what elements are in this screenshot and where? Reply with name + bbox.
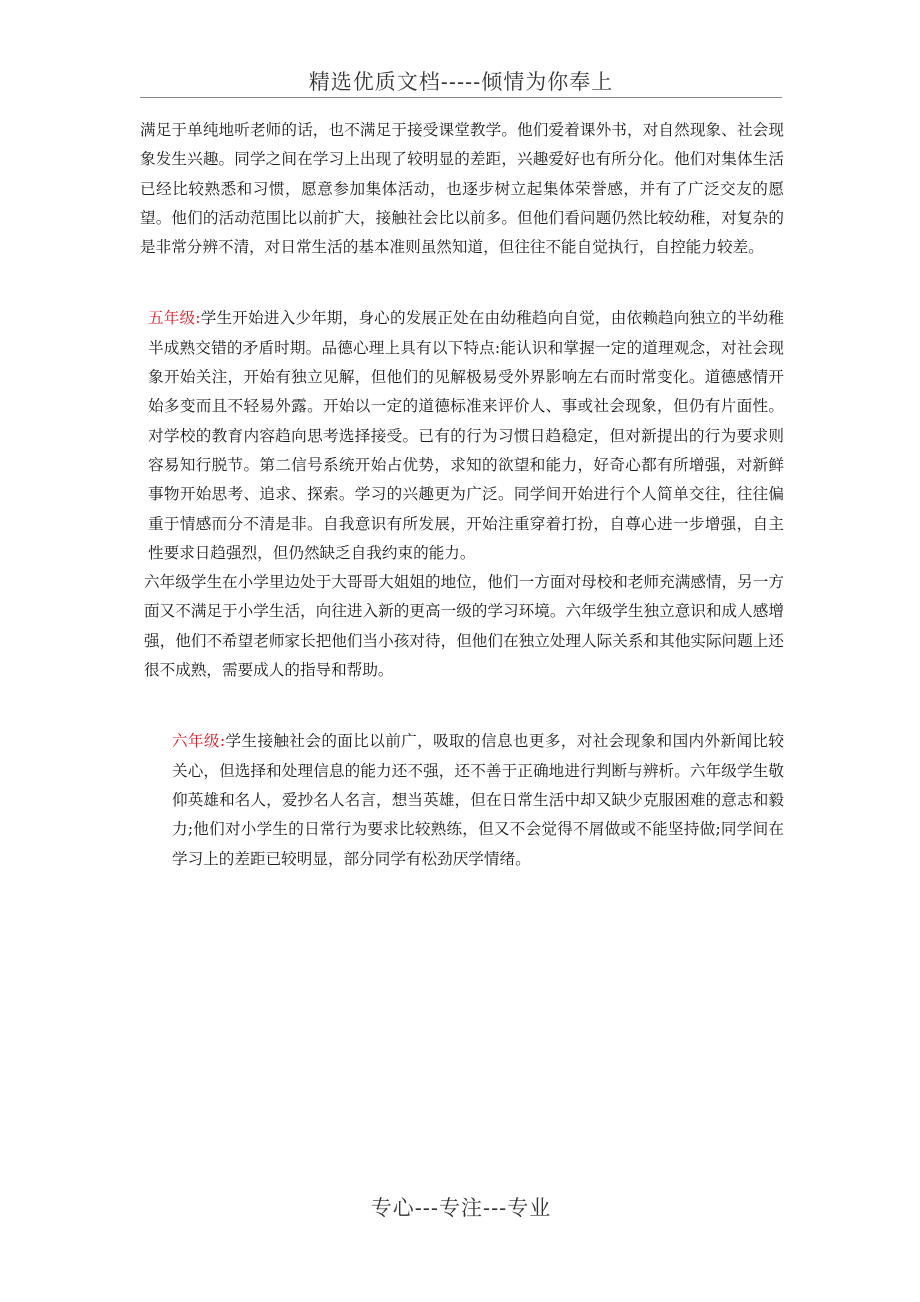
page-header: 精选优质文档-----倾情为你奉上 — [308, 70, 614, 94]
grade6-label: 六年级: — [172, 732, 226, 751]
paragraph-grade4-continued: 满足于单纯地听老师的话，也不满足于接受课堂教学。他们爱着课外书，对自然现象、社会现象发生兴趣。同学之间在学习上出现了较明显的差距，兴趣爱好也有所分化。他们对集体生活已经比较熟悉和习惯，愿意参加集体活动，也逐步树立起集体荣誉感，并有了广泛交友的愿望。他们的活动范围比以前扩大，接触社会比以前多。但他们看问题仍然比较幼稚，对复杂的是非常分辨不清，对日常生活的基本准则虽然知道，但往往不能自觉执行，自控能力较差。 — [140, 121, 784, 257]
paragraph-gap — [140, 262, 784, 304]
paragraph-gap — [140, 685, 784, 727]
paragraph-grade6-status: 六年级学生在小学里边处于大哥哥大姐姐的地位，他们一方面对母校和老师充满感情，另一方面又不满足于小学生活，向往进入新的更高一级的学习环境。六年级学生独立意识和成人感增强，他们不希望老师家长把他们当小孩对待，但他们在独立处理人际关系和其他实际问题上还很不成熟，需要成人的指导和帮助。 — [144, 573, 784, 680]
grade5-label: 五年级: — [148, 309, 201, 328]
header-divider — [140, 97, 782, 98]
page-footer: 专心---专注---专业 — [370, 1196, 552, 1220]
document-body — [140, 116, 784, 874]
paragraph-grade6 — [140, 727, 784, 873]
paragraph-grade5 — [140, 304, 784, 568]
grade5-text: 学生开始进入少年期，身心的发展正处在由幼稚趋向自觉，由依赖趋向独立的半幼稚半成熟交错的矛盾时期。品德心理上具有以下特点:能认识和掌握一定的道理观念，对社会现象开始关注，开始有独立见解，但他们的见解极易受外界影响左右而时常变化。道德感情开始多变而且不轻易外露。开始以一定的道德标准来评价人、事或社会现象，但仍有片面性。对学校的教育内容趋向思考选择接受。已有的行为习惯日趋稳定，但对新提出的行为要求则容易知行脱节。第二信号系统开始占优势，求知的欲望和能力，好奇心都有所增强，对新鲜事物开始思考、追求、探索。学习的兴趣更为广泛。同学间开始进行个人简单交往，往往偏重于情感而分不清是非。自我意识有所发展，开始注重穿着打扮，自尊心进一步增强，自主性要求日趋强烈，但仍然缺乏自我约束的能力。 — [148, 309, 784, 562]
grade6-text: 学生接触社会的面比以前广，吸取的信息也更多，对社会现象和国内外新闻比较关心，但选择和处理信息的能力还不强，还不善于正确地进行判断与辨析。六年级学生敬仰英雄和名人，爱抄名人名言，想当英雄，但在日常生活中却又缺少克服困难的意志和毅力;他们对小学生的日常行为要求比较熟练，但又不会觉得不屑做或不能坚持做;同学间在学习上的差距已较明显，部分同学有松劲厌学情绪。 — [172, 732, 784, 868]
